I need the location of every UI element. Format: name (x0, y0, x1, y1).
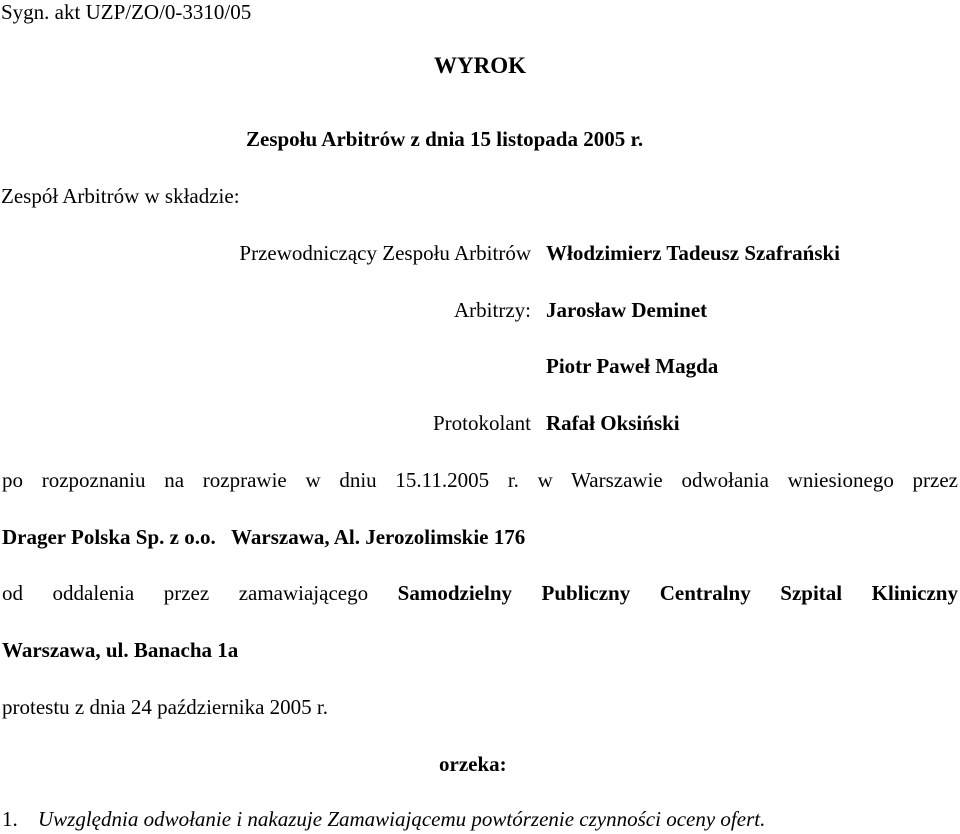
document-subtitle: Zespołu Arbitrów z dnia 15 listopada 2005 r. (246, 127, 644, 151)
clerk-label: Protokolant (433, 411, 531, 435)
arbiter-name: Piotr Paweł Magda (546, 354, 719, 378)
hearing-line: po rozpoznaniu na rozprawie w dniu 15.11.2005 r. w Warszawie odwołania wniesionego przez (2, 468, 958, 492)
document-title: WYROK (434, 53, 526, 78)
appellant: Drager Polska Sp. z o.o. Warszawa, Al. Jerozolimskie 176 (2, 525, 526, 549)
ruling-heading: orzeka: (439, 752, 507, 776)
arbiters-label: Arbitrzy: (454, 298, 531, 322)
clerk-name: Rafał Oksiński (546, 411, 680, 435)
case-reference: Sygn. akt UZP/ZO/0-3310/05 (1, 0, 252, 24)
ruling-point (2, 809, 765, 830)
arbiter-name: Jarosław Deminet (546, 298, 708, 322)
contracting-authority-line (2, 583, 958, 604)
protest-line: protestu z dnia 24 października 2005 r. (2, 695, 328, 719)
chair-label: Przewodniczący Zespołu Arbitrów (239, 241, 531, 265)
chair-name: Włodzimierz Tadeusz Szafrański (546, 241, 841, 265)
dismissal-prefix: od oddalenia przez zamawiającego (2, 581, 369, 605)
ruling-point-number: 1. (2, 807, 18, 831)
contracting-authority-address: Warszawa, ul. Banacha 1a (2, 638, 239, 662)
ruling-point-text: Uwzględnia odwołanie i nakazuje Zamawiającemu powtórzenie czynności oceny ofert. (38, 807, 766, 831)
contracting-authority: Samodzielny Publiczny Centralny Szpital Kliniczny (397, 581, 958, 605)
panel-intro: Zespół Arbitrów w składzie: (1, 184, 240, 208)
